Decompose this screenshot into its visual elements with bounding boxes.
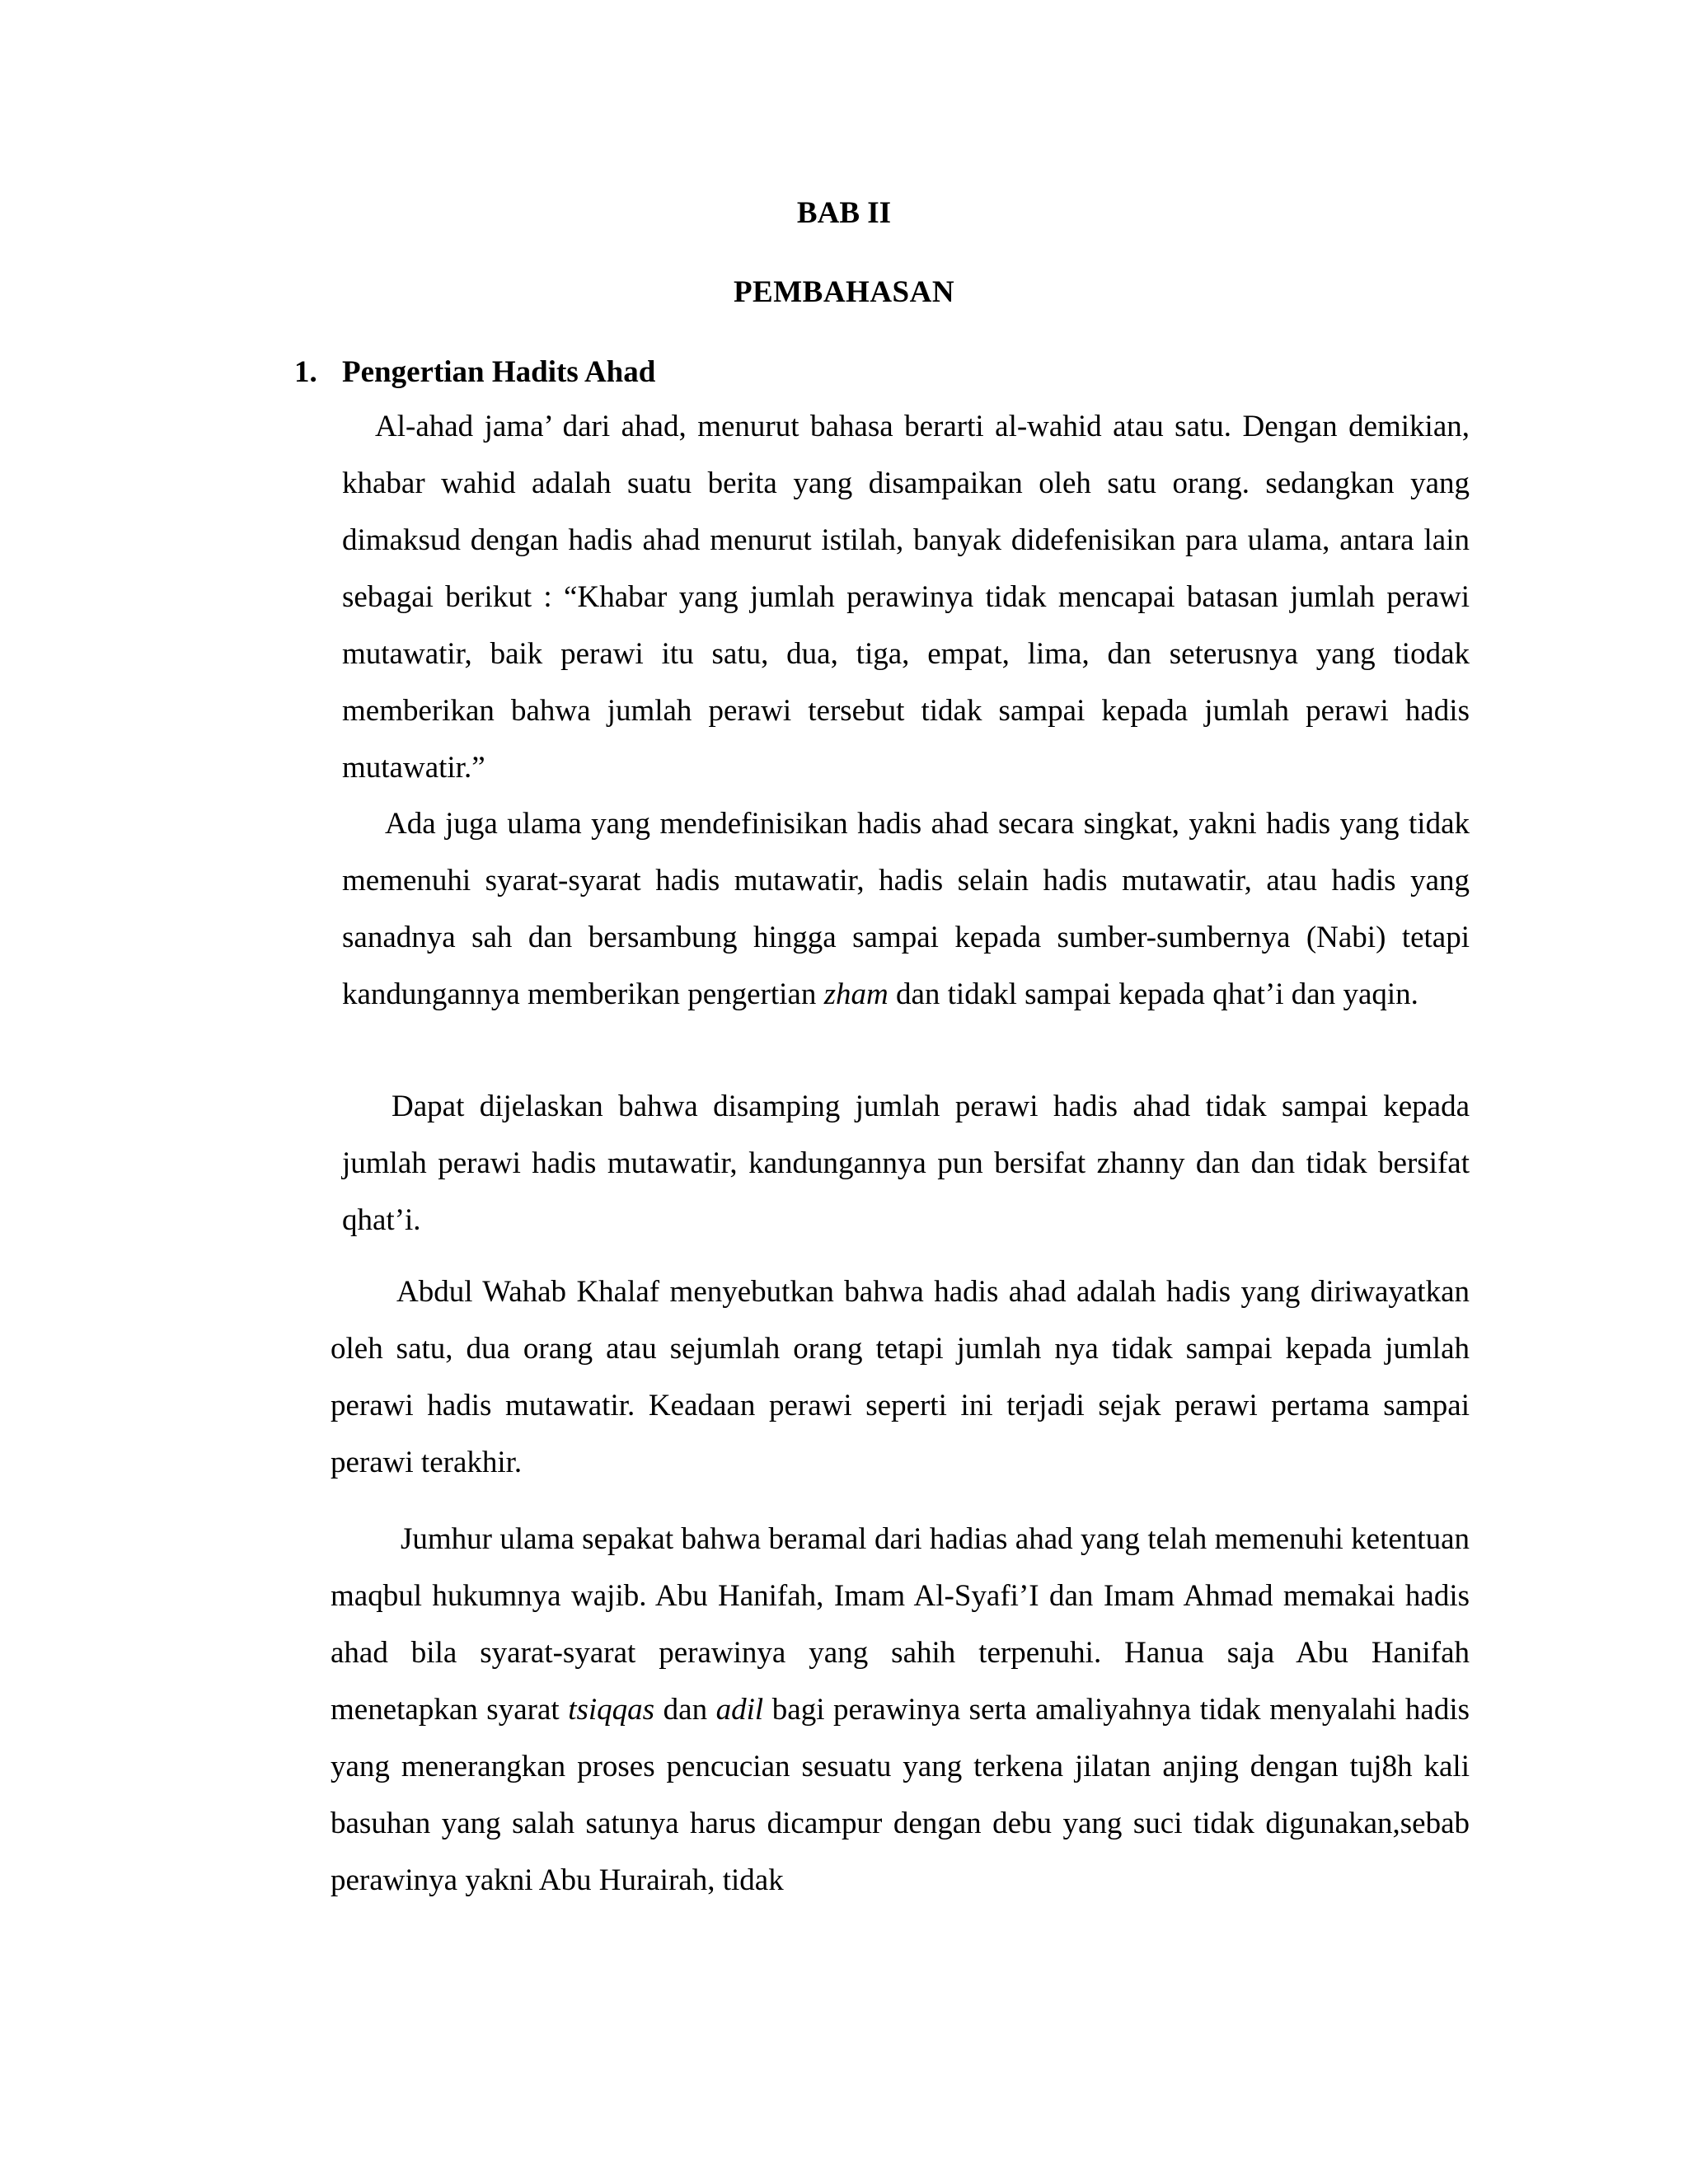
paragraph-definition-short xyxy=(342,795,1470,1023)
paragraph-jumhur-ulama xyxy=(331,1511,1470,1909)
chapter-heading: BAB II xyxy=(796,196,892,230)
paragraph-text: dan xyxy=(654,1693,716,1727)
paragraph-definition-language: Al-ahad jama’ dari ahad, menurut bahasa berarti al-wahid atau satu. Dengan demikian, khabar wahid adalah suatu berita yang disampaikan oleh satu orang. sedangkan yang dimaksud dengan hadis ahad menurut istilah, banyak didefenisikan para ulama, antara lain sebagai berikut : “Khabar yang jumlah perawinya tidak mencapai batasan jumlah perawi mutawatir, baik perawi itu satu, dua, tiga, empat, lima, dan seterusnya yang tiodak memberikan bahwa jumlah perawi tersebut tidak sampai kepada jumlah perawi hadis mutawatir.” xyxy=(342,410,1470,785)
section-title: Pengertian Hadits Ahad xyxy=(342,355,656,389)
paragraph-text: Ada juga ulama yang mendefinisikan hadis ahad secara singkat, yakni hadis yang tidak memenuhi syarat-syarat hadis mutawatir, hadis selain hadis mutawatir, atau hadis yang sanadnya sah dan bersambung hingga sampai kepada sumber-sumbernya (Nabi) tetapi kandungannya memberikan pengertian xyxy=(342,807,1470,1011)
italic-term: tsiqqas xyxy=(568,1693,655,1727)
section-heading xyxy=(294,357,655,387)
chapter-title: PEMBAHASAN xyxy=(733,275,955,309)
paragraph-text: bagi perawinya serta amaliyahnya tidak menyalahi hadis yang menerangkan proses pencucian sesuatu yang terkena jilatan anjing dengan tuj8h kali basuhan yang salah satunya harus dicampur dengan debu yang suci tidak digunakan,sebab perawinya yakni Abu Hurairah, tidak xyxy=(331,1693,1470,1897)
paragraph-text: Jumhur ulama sepakat bahwa beramal dari hadias ahad yang telah memenuhi ketentuan maqbul hukumnya wajib. Abu Hanifah, Imam Al-Syafi’I dan Imam Ahmad memakai hadis ahad bila syarat-syarat perawinya yang sahih terpenuhi. Hanua saja Abu Hanifah menetapkan syarat xyxy=(331,1522,1470,1727)
paragraph-text: dan tidakl sampai kepada qhat’i dan yaqin. xyxy=(888,977,1418,1011)
section-number: 1. xyxy=(294,355,317,389)
paragraph-abdul-wahab-khalaf: Abdul Wahab Khalaf menyebutkan bahwa hadis ahad adalah hadis yang diriwayatkan oleh satu, dua orang atau sejumlah orang tetapi jumlah nya tidak sampai kepada jumlah perawi hadis mutawatir. Keadaan perawi seperti ini terjadi sejak perawi pertama sampai perawi terakhir. xyxy=(331,1275,1470,1479)
italic-term: zham xyxy=(823,977,889,1011)
paragraph-explanation: Dapat dijelaskan bahwa disamping jumlah perawi hadis ahad tidak sampai kepada jumlah perawi hadis mutawatir, kandungannya pun bersifat zhanny dan dan tidak bersifat qhat’i. xyxy=(342,1090,1470,1237)
italic-term: adil xyxy=(715,1693,764,1727)
